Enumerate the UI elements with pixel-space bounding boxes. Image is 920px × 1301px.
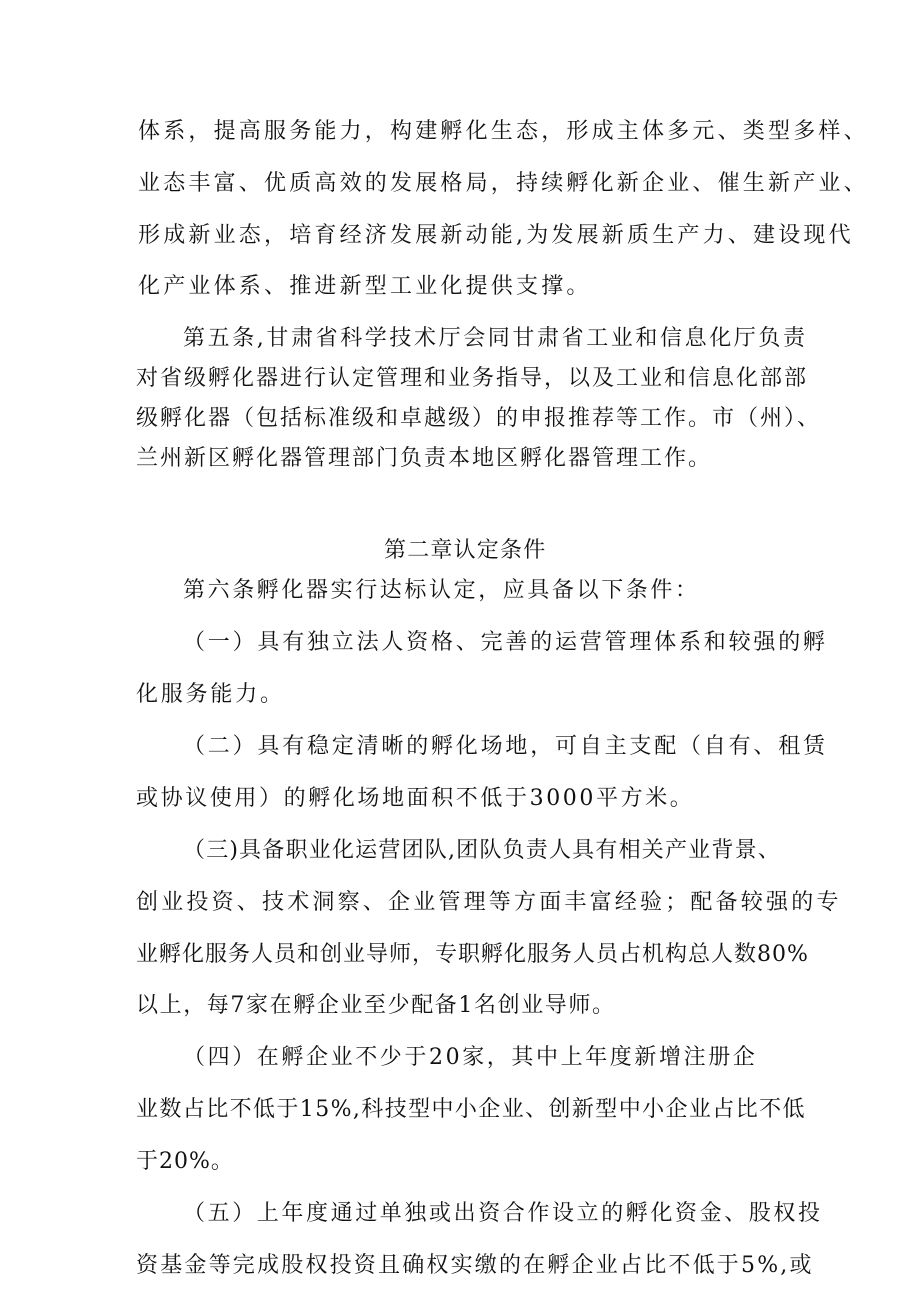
body-text-line: 资基金等完成股权投资且确权实缴的在孵企业占比不低于5%,或: [136, 1253, 814, 1278]
article-5-line: 第五条,甘肃省科学技术厅会同甘肃省工业和信息化厅负责: [183, 326, 808, 351]
body-text-line: 或协议使用）的孵化场地面积不低于3000平方米。: [136, 786, 695, 811]
body-text-line: 业数占比不低于15%,科技型中小企业、创新型中小企业占比不低: [136, 1097, 806, 1122]
condition-2-line: （二）具有稳定清晰的孵化场地，可自主支配（自有、租赁: [183, 734, 828, 759]
chapter-heading: 第二章认定条件: [384, 538, 547, 563]
body-text-line: 形成新业态，培育经济发展新动能,为发展新质生产力、建设现代: [138, 223, 854, 248]
body-text-line: 化服务能力。: [136, 682, 285, 707]
body-text-line: 级孵化器（包括标准级和卓越级）的申报推荐等工作。市（州）、: [136, 406, 822, 431]
body-text-line: 化产业体系、推进新型工业化提供支撑。: [138, 274, 592, 299]
condition-5-line: （五）上年度通过单独或出资合作设立的孵化资金、股权投: [183, 1201, 823, 1226]
body-text-line: 以上，每7家在孵企业至少配备1名创业导师。: [136, 993, 616, 1018]
body-text-line: 对省级孵化器进行认定管理和业务指导，以及工业和信息化部部: [136, 366, 809, 391]
body-text-line: 业态丰富、优质高效的发展格局，持续孵化新企业、催生新产业、: [138, 171, 869, 196]
body-text-line: 业孵化服务人员和创业导师，专职孵化服务人员占机构总人数80%: [136, 942, 809, 967]
body-text-line: 体系，提高服务能力，构建孵化生态，形成主体多元、类型多样、: [138, 119, 869, 144]
body-text-line: 于20%。: [136, 1149, 234, 1174]
body-text-line: 创业投资、技术洞察、企业管理等方面丰富经验；配备较强的专: [136, 890, 842, 915]
condition-3-line: （三)具备职业化运营团队,团队负责人具有相关产业背景、: [183, 838, 781, 863]
article-6-line: 第六条孵化器实行达标认定，应具备以下条件：: [183, 578, 700, 603]
condition-4-line: （四）在孵企业不少于20家，其中上年度新增注册企: [183, 1045, 758, 1070]
body-text-line: 兰州新区孵化器管理部门负责本地区孵化器管理工作。: [136, 446, 713, 471]
condition-1-line: （一）具有独立法人资格、完善的运营管理体系和较强的孵: [183, 630, 828, 655]
